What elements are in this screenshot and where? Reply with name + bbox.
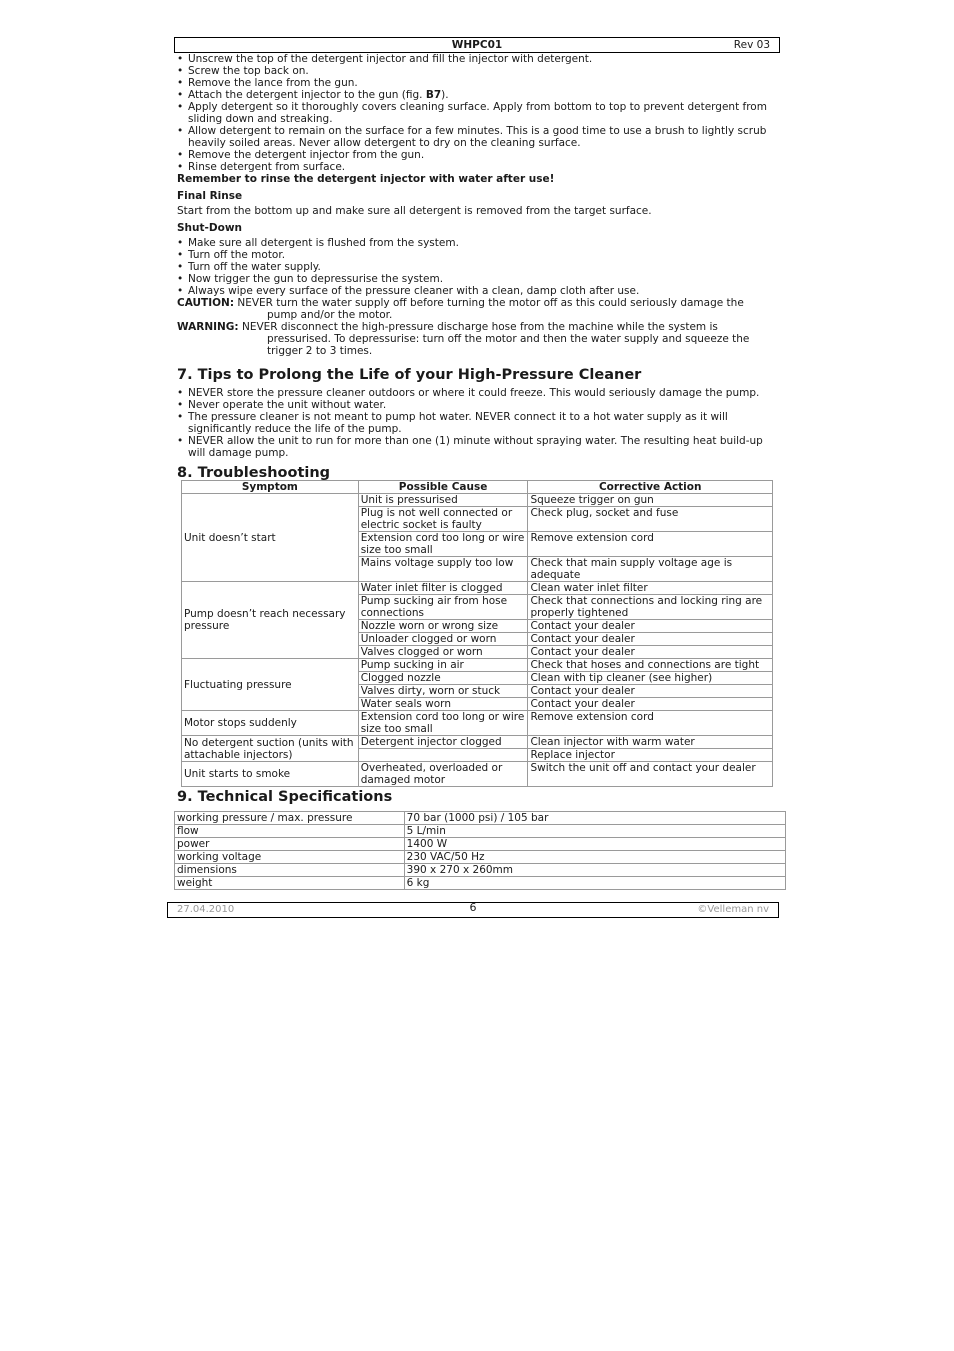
table-header-row	[182, 481, 773, 494]
list-item: • Make sure all detergent is flushed from the system.	[177, 237, 777, 249]
detergent-steps-list	[177, 53, 777, 173]
section-7-heading: 7. Tips to Prolong the Life of your High-Pressure Cleaner	[177, 367, 642, 383]
spec-value: 5 L/min	[404, 825, 785, 838]
action-cell: Replace injector	[528, 749, 773, 762]
cause-cell: Pump sucking air from hose connections	[358, 595, 528, 620]
revision-label: Rev 03	[733, 39, 770, 51]
cause-cell: Clogged nozzle	[358, 672, 528, 685]
spec-label: flow	[175, 825, 405, 838]
column-header: Possible Cause	[358, 481, 528, 494]
table-row	[182, 659, 773, 672]
spec-value: 6 kg	[404, 877, 785, 890]
action-cell: Contact your dealer	[528, 633, 773, 646]
cause-cell	[358, 749, 528, 762]
warning-label: WARNING:	[177, 321, 239, 333]
list-item: • Screw the top back on.	[177, 65, 777, 77]
page-number: 6	[469, 901, 477, 914]
table-row	[175, 838, 786, 851]
list-item: • Remove the detergent injector from the gun.	[177, 149, 777, 161]
shutdown-heading: Shut-Down	[177, 222, 242, 234]
table-row	[182, 494, 773, 507]
symptom-cell: Pump doesn’t reach necessary pressure	[182, 582, 359, 659]
shutdown-steps-list	[177, 237, 777, 297]
footer-date: 27.04.2010	[177, 904, 235, 915]
action-cell: Contact your dealer	[528, 685, 773, 698]
page-footer	[167, 902, 779, 918]
cause-cell: Pump sucking in air	[358, 659, 528, 672]
action-cell: Check plug, socket and fuse	[528, 507, 773, 532]
spec-value: 390 x 270 x 260mm	[404, 864, 785, 877]
action-cell: Clean with tip cleaner (see higher)	[528, 672, 773, 685]
list-item: • Allow detergent to remain on the surface for a few minutes. This is a good time to use a brush to lightly scrub heavily soiled areas. Never allow detergent to dry on the cleaning surface.	[177, 125, 777, 149]
list-item: • NEVER store the pressure cleaner outdoors or where it could freeze. This would seriously damage the pump.	[177, 387, 777, 399]
action-cell: Clean injector with warm water	[528, 736, 773, 749]
final-rinse-heading: Final Rinse	[177, 190, 243, 202]
tips-list	[177, 387, 777, 459]
list-item: • Now trigger the gun to depressurise the system.	[177, 273, 777, 285]
table-row	[182, 582, 773, 595]
rinse-reminder: Remember to rinse the detergent injector with water after use!	[177, 173, 555, 185]
list-item: • Turn off the motor.	[177, 249, 777, 261]
final-rinse-text: Start from the bottom up and make sure all detergent is removed from the target surface.	[177, 205, 652, 217]
spec-label: dimensions	[175, 864, 405, 877]
cause-cell: Mains voltage supply too low	[358, 557, 528, 582]
action-cell: Switch the unit off and contact your dealer	[528, 762, 773, 787]
column-header: Symptom	[182, 481, 359, 494]
action-cell: Remove extension cord	[528, 532, 773, 557]
table-row	[182, 736, 773, 749]
symptom-cell: Unit doesn’t start	[182, 494, 359, 582]
table-row	[175, 877, 786, 890]
section-9-heading: 9. Technical Specifications	[177, 789, 393, 805]
list-item: • Apply detergent so it thoroughly covers cleaning surface. Apply from bottom to top to prevent detergent from sliding down and streaking.	[177, 101, 777, 125]
warning-note	[177, 321, 777, 357]
cause-cell: Plug is not well connected or electric socket is faulty	[358, 507, 528, 532]
table-row	[175, 864, 786, 877]
warning-text-cont: trigger 2 to 3 times.	[267, 345, 373, 357]
table-row	[175, 851, 786, 864]
caution-text-cont: pump and/or the motor.	[267, 309, 393, 321]
action-cell: Check that connections and locking ring are properly tightened	[528, 595, 773, 620]
cause-cell: Extension cord too long or wire size too small	[358, 532, 528, 557]
warning-text-cont: pressurised. To depressurise: turn off the motor and then the water supply and squeeze the	[267, 333, 750, 345]
symptom-cell: Fluctuating pressure	[182, 659, 359, 711]
action-cell: Contact your dealer	[528, 620, 773, 633]
cause-cell: Detergent injector clogged	[358, 736, 528, 749]
action-cell: Contact your dealer	[528, 698, 773, 711]
cause-cell: Overheated, overloaded or damaged motor	[358, 762, 528, 787]
spec-value: 70 bar (1000 psi) / 105 bar	[404, 812, 785, 825]
list-item: • NEVER allow the unit to run for more than one (1) minute without spraying water. The resulting heat build-up will damage pump.	[177, 435, 777, 459]
spec-value: 1400 W	[404, 838, 785, 851]
cause-cell: Water inlet filter is clogged	[358, 582, 528, 595]
action-cell: Clean water inlet filter	[528, 582, 773, 595]
symptom-cell: Motor stops suddenly	[182, 711, 359, 736]
action-cell: Remove extension cord	[528, 711, 773, 736]
action-cell: Check that hoses and connections are tight	[528, 659, 773, 672]
list-item: • The pressure cleaner is not meant to pump hot water. NEVER connect it to a hot water supply as it will significantly reduce the life of the pump.	[177, 411, 777, 435]
symptom-cell: Unit starts to smoke	[182, 762, 359, 787]
caution-label: CAUTION:	[177, 297, 235, 309]
table-row	[175, 825, 786, 838]
footer-copyright: ©Velleman nv	[697, 904, 769, 915]
action-cell: Contact your dealer	[528, 646, 773, 659]
cause-cell: Valves dirty, worn or stuck	[358, 685, 528, 698]
figure-reference: B7	[425, 89, 442, 101]
list-item: • Turn off the water supply.	[177, 261, 777, 273]
spec-label: weight	[175, 877, 405, 890]
spec-label: working voltage	[175, 851, 405, 864]
cause-cell: Extension cord too long or wire size too small	[358, 711, 528, 736]
action-cell: Check that main supply voltage age is adequate	[528, 557, 773, 582]
spec-value: 230 VAC/50 Hz	[404, 851, 785, 864]
cause-cell: Unit is pressurised	[358, 494, 528, 507]
list-item: • Always wipe every surface of the pressure cleaner with a clean, damp cloth after use.	[177, 285, 777, 297]
table-row	[175, 812, 786, 825]
section-8-heading: 8. Troubleshooting	[177, 465, 331, 481]
list-item: • Remove the lance from the gun.	[177, 77, 777, 89]
list-item: • Unscrew the top of the detergent injector and fill the injector with detergent.	[177, 53, 777, 65]
cause-cell: Nozzle worn or wrong size	[358, 620, 528, 633]
table-row	[182, 711, 773, 736]
cause-cell: Valves clogged or worn	[358, 646, 528, 659]
cause-cell: Water seals worn	[358, 698, 528, 711]
troubleshooting-table	[181, 480, 773, 787]
action-cell: Squeeze trigger on gun	[528, 494, 773, 507]
spec-label: working pressure / max. pressure	[175, 812, 405, 825]
column-header: Corrective Action	[528, 481, 773, 494]
spec-label: power	[175, 838, 405, 851]
document-id: WHPC01	[451, 39, 503, 51]
cause-cell: Unloader clogged or worn	[358, 633, 528, 646]
symptom-cell: No detergent suction (units with attachable injectors)	[182, 736, 359, 762]
page-header	[174, 37, 780, 53]
list-item: • Rinse detergent from surface.	[177, 161, 777, 173]
list-item: • Attach the detergent injector to the gun (fig. B7).	[177, 89, 777, 101]
caution-note	[177, 297, 777, 321]
caution-text: NEVER turn the water supply off before turning the motor off as this could seriously damage the	[234, 297, 744, 309]
table-row	[182, 762, 773, 787]
list-item: • Never operate the unit without water.	[177, 399, 777, 411]
warning-text: NEVER disconnect the high-pressure discharge hose from the machine while the system is	[238, 321, 718, 333]
specifications-table	[174, 811, 786, 890]
main-content	[177, 53, 777, 482]
